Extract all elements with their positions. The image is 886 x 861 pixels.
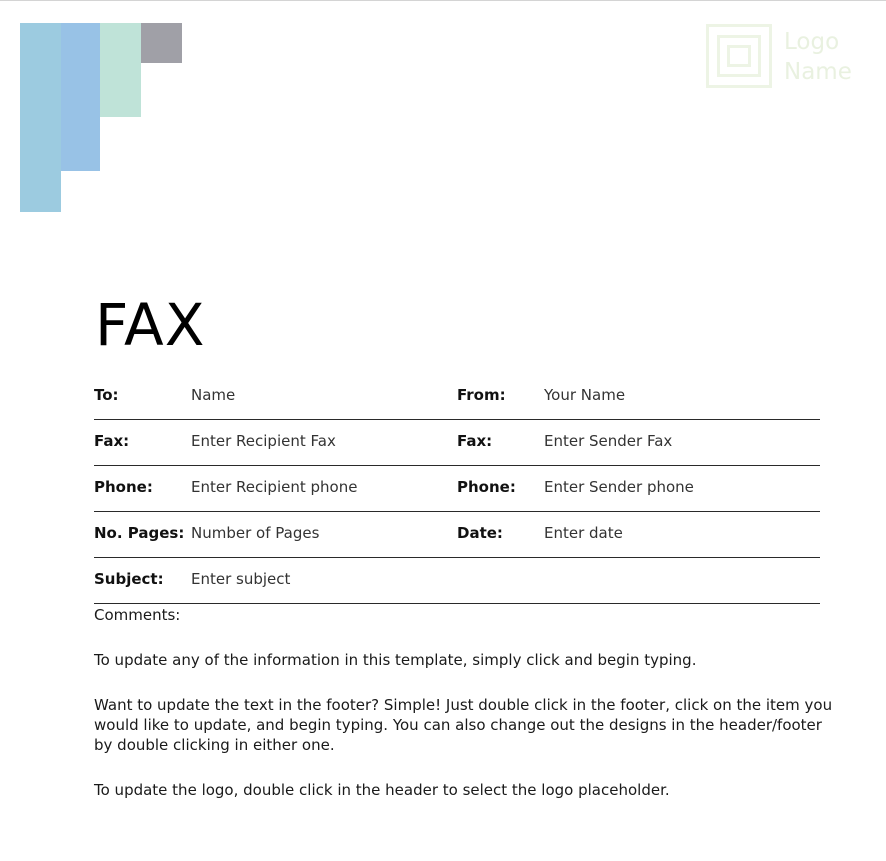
pages-label: No. Pages:	[94, 524, 185, 542]
to-field[interactable]: Name	[191, 386, 236, 404]
comments-paragraph[interactable]: To update the logo, double click in the header to select the logo placeholder.	[94, 781, 670, 799]
comments-section	[94, 605, 834, 825]
sender-phone-label: Phone:	[457, 478, 516, 496]
comments-paragraph[interactable]: To update any of the information in this template, simply click and begin typing.	[94, 651, 697, 669]
subject-field[interactable]: Enter subject	[191, 570, 291, 588]
recipient-fax-field[interactable]: Enter Recipient Fax	[191, 432, 336, 450]
header-block-mint	[100, 23, 141, 117]
header-block-gray	[141, 23, 182, 63]
page-title: FAX	[95, 291, 206, 359]
to-label: To:	[94, 386, 119, 404]
pages-field[interactable]: Number of Pages	[191, 524, 320, 542]
recipient-fax-label: Fax:	[94, 432, 130, 450]
table-row	[94, 420, 820, 466]
logo-text-line2: Name	[784, 59, 852, 85]
logo-placeholder-icon[interactable]	[706, 24, 772, 88]
recipient-phone-field[interactable]: Enter Recipient phone	[191, 478, 358, 496]
header-block-light-blue	[20, 23, 61, 212]
recipient-phone-label: Phone:	[94, 478, 153, 496]
sender-phone-field[interactable]: Enter Sender phone	[544, 478, 694, 496]
from-field[interactable]: Your Name	[544, 386, 626, 404]
date-field[interactable]: Enter date	[544, 524, 623, 542]
comments-label: Comments:	[94, 606, 181, 624]
sender-fax-label: Fax:	[457, 432, 493, 450]
sender-fax-field[interactable]: Enter Sender Fax	[544, 432, 673, 450]
header-block-blue	[61, 23, 100, 171]
table-row	[94, 374, 820, 420]
fax-info-table	[94, 374, 820, 604]
comments-paragraph[interactable]: Want to update the text in the footer? Simple! Just double click in the footer, click on the item you would like to update, and begin typing. You can also change out the designs in the header/footer by double clicking in either one.	[94, 696, 833, 754]
logo-inner-square	[727, 45, 751, 67]
page-top-border	[0, 0, 886, 1]
logo-text-line1: Logo	[784, 29, 840, 55]
logo-name[interactable]	[784, 27, 874, 87]
table-row	[94, 466, 820, 512]
subject-label: Subject:	[94, 570, 164, 588]
table-row	[94, 512, 820, 558]
table-row	[94, 558, 820, 604]
from-label: From:	[457, 386, 506, 404]
date-label: Date:	[457, 524, 503, 542]
